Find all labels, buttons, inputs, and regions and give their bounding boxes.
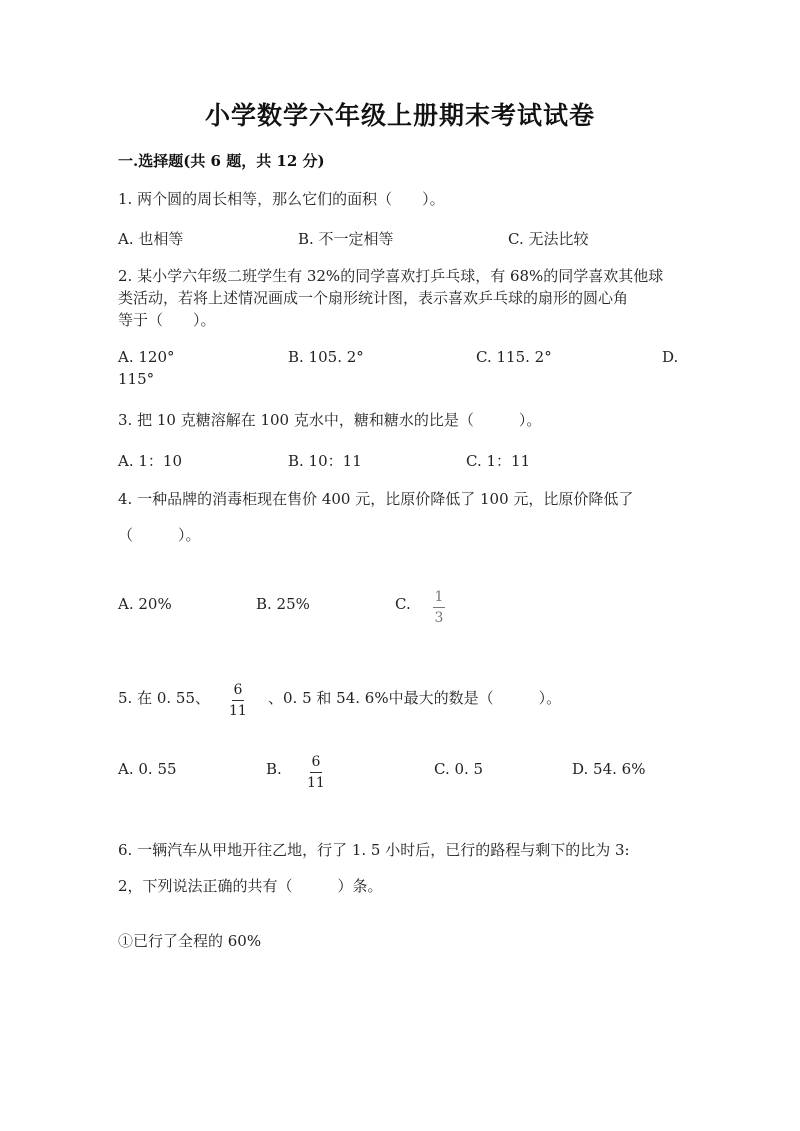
- question-1-option-c: C. 无法比较: [508, 230, 589, 248]
- fraction-bar: [310, 772, 322, 773]
- question-5-text-prefix: 5. 在 0. 55、: [118, 689, 211, 707]
- fraction-numerator: 1: [434, 589, 444, 605]
- question-3-text: 3. 把 10 克糖溶解在 100 克水中，糖和糖水的比是（ ）。: [118, 411, 542, 429]
- question-2-option-d: D.: [662, 348, 679, 366]
- page-title: 小学数学六年级上册期末考试试卷: [204, 101, 595, 130]
- section-heading: 一.选择题(共 6 题，共 12 分): [118, 152, 325, 170]
- question-6-statement-1: ①已行了全程的 60%: [118, 932, 262, 950]
- question-2-option-b: B. 105. 2°: [288, 348, 364, 366]
- fraction-bar: [232, 700, 244, 701]
- question-3-option-a: A. 1：10: [118, 452, 182, 470]
- question-4-line-1: 4. 一种品牌的消毒柜现在售价 400 元，比原价降低了 100 元，比原价降低了: [118, 490, 634, 508]
- question-6-line-1: 6. 一辆汽车从甲地开往乙地，行了 1. 5 小时后，已行的路程与剩下的比为 3:: [118, 841, 630, 859]
- question-4-line-2: （ ）。: [118, 526, 201, 544]
- question-1-option-a: A. 也相等: [118, 230, 184, 248]
- question-4-option-c: C.: [395, 595, 411, 613]
- question-1-option-b: B. 不一定相等: [298, 230, 394, 248]
- fraction-numerator: 6: [311, 754, 321, 770]
- question-4-option-a: A. 20%: [118, 595, 172, 613]
- fraction-denominator: 11: [307, 775, 325, 791]
- question-2-option-d-value: 115°: [118, 370, 155, 388]
- question-3-option-b: B. 10：11: [288, 452, 362, 470]
- fraction-numerator: 6: [233, 682, 243, 698]
- question-2-option-a: A. 120°: [118, 348, 175, 366]
- question-6-line-2: 2，下列说法正确的共有（ ）条。: [118, 877, 383, 895]
- question-2-line-1: 2. 某小学六年级二班学生有 32%的同学喜欢打乒乓球，有 68%的同学喜欢其他球: [118, 267, 664, 285]
- fraction-denominator: 3: [434, 610, 444, 626]
- question-4-option-b: B. 25%: [256, 595, 310, 613]
- question-5-option-c: C. 0. 5: [434, 760, 484, 778]
- question-5-option-b: B.: [266, 760, 282, 778]
- question-2-line-2: 类活动，若将上述情况画成一个扇形统计图，表示喜欢乒乓球的扇形的圆心角: [118, 289, 629, 307]
- question-3-option-c: C. 1：11: [466, 452, 531, 470]
- question-2-option-c: C. 115. 2°: [476, 348, 552, 366]
- question-1-text: 1. 两个圆的周长相等，那么它们的面积（ ）。: [118, 190, 445, 208]
- fraction-denominator: 11: [229, 703, 247, 719]
- question-5-option-b-fraction: [307, 754, 325, 791]
- question-5-fraction: [229, 682, 247, 719]
- question-5-text-suffix: 、0. 5 和 54. 6%中最大的数是（ ）。: [268, 689, 562, 707]
- fraction-bar: [433, 607, 445, 608]
- question-4-option-c-fraction: [433, 589, 445, 626]
- question-2-line-3: 等于（ ）。: [118, 311, 216, 329]
- question-5-option-a: A. 0. 55: [118, 760, 177, 778]
- question-5-option-d: D. 54. 6%: [572, 760, 646, 778]
